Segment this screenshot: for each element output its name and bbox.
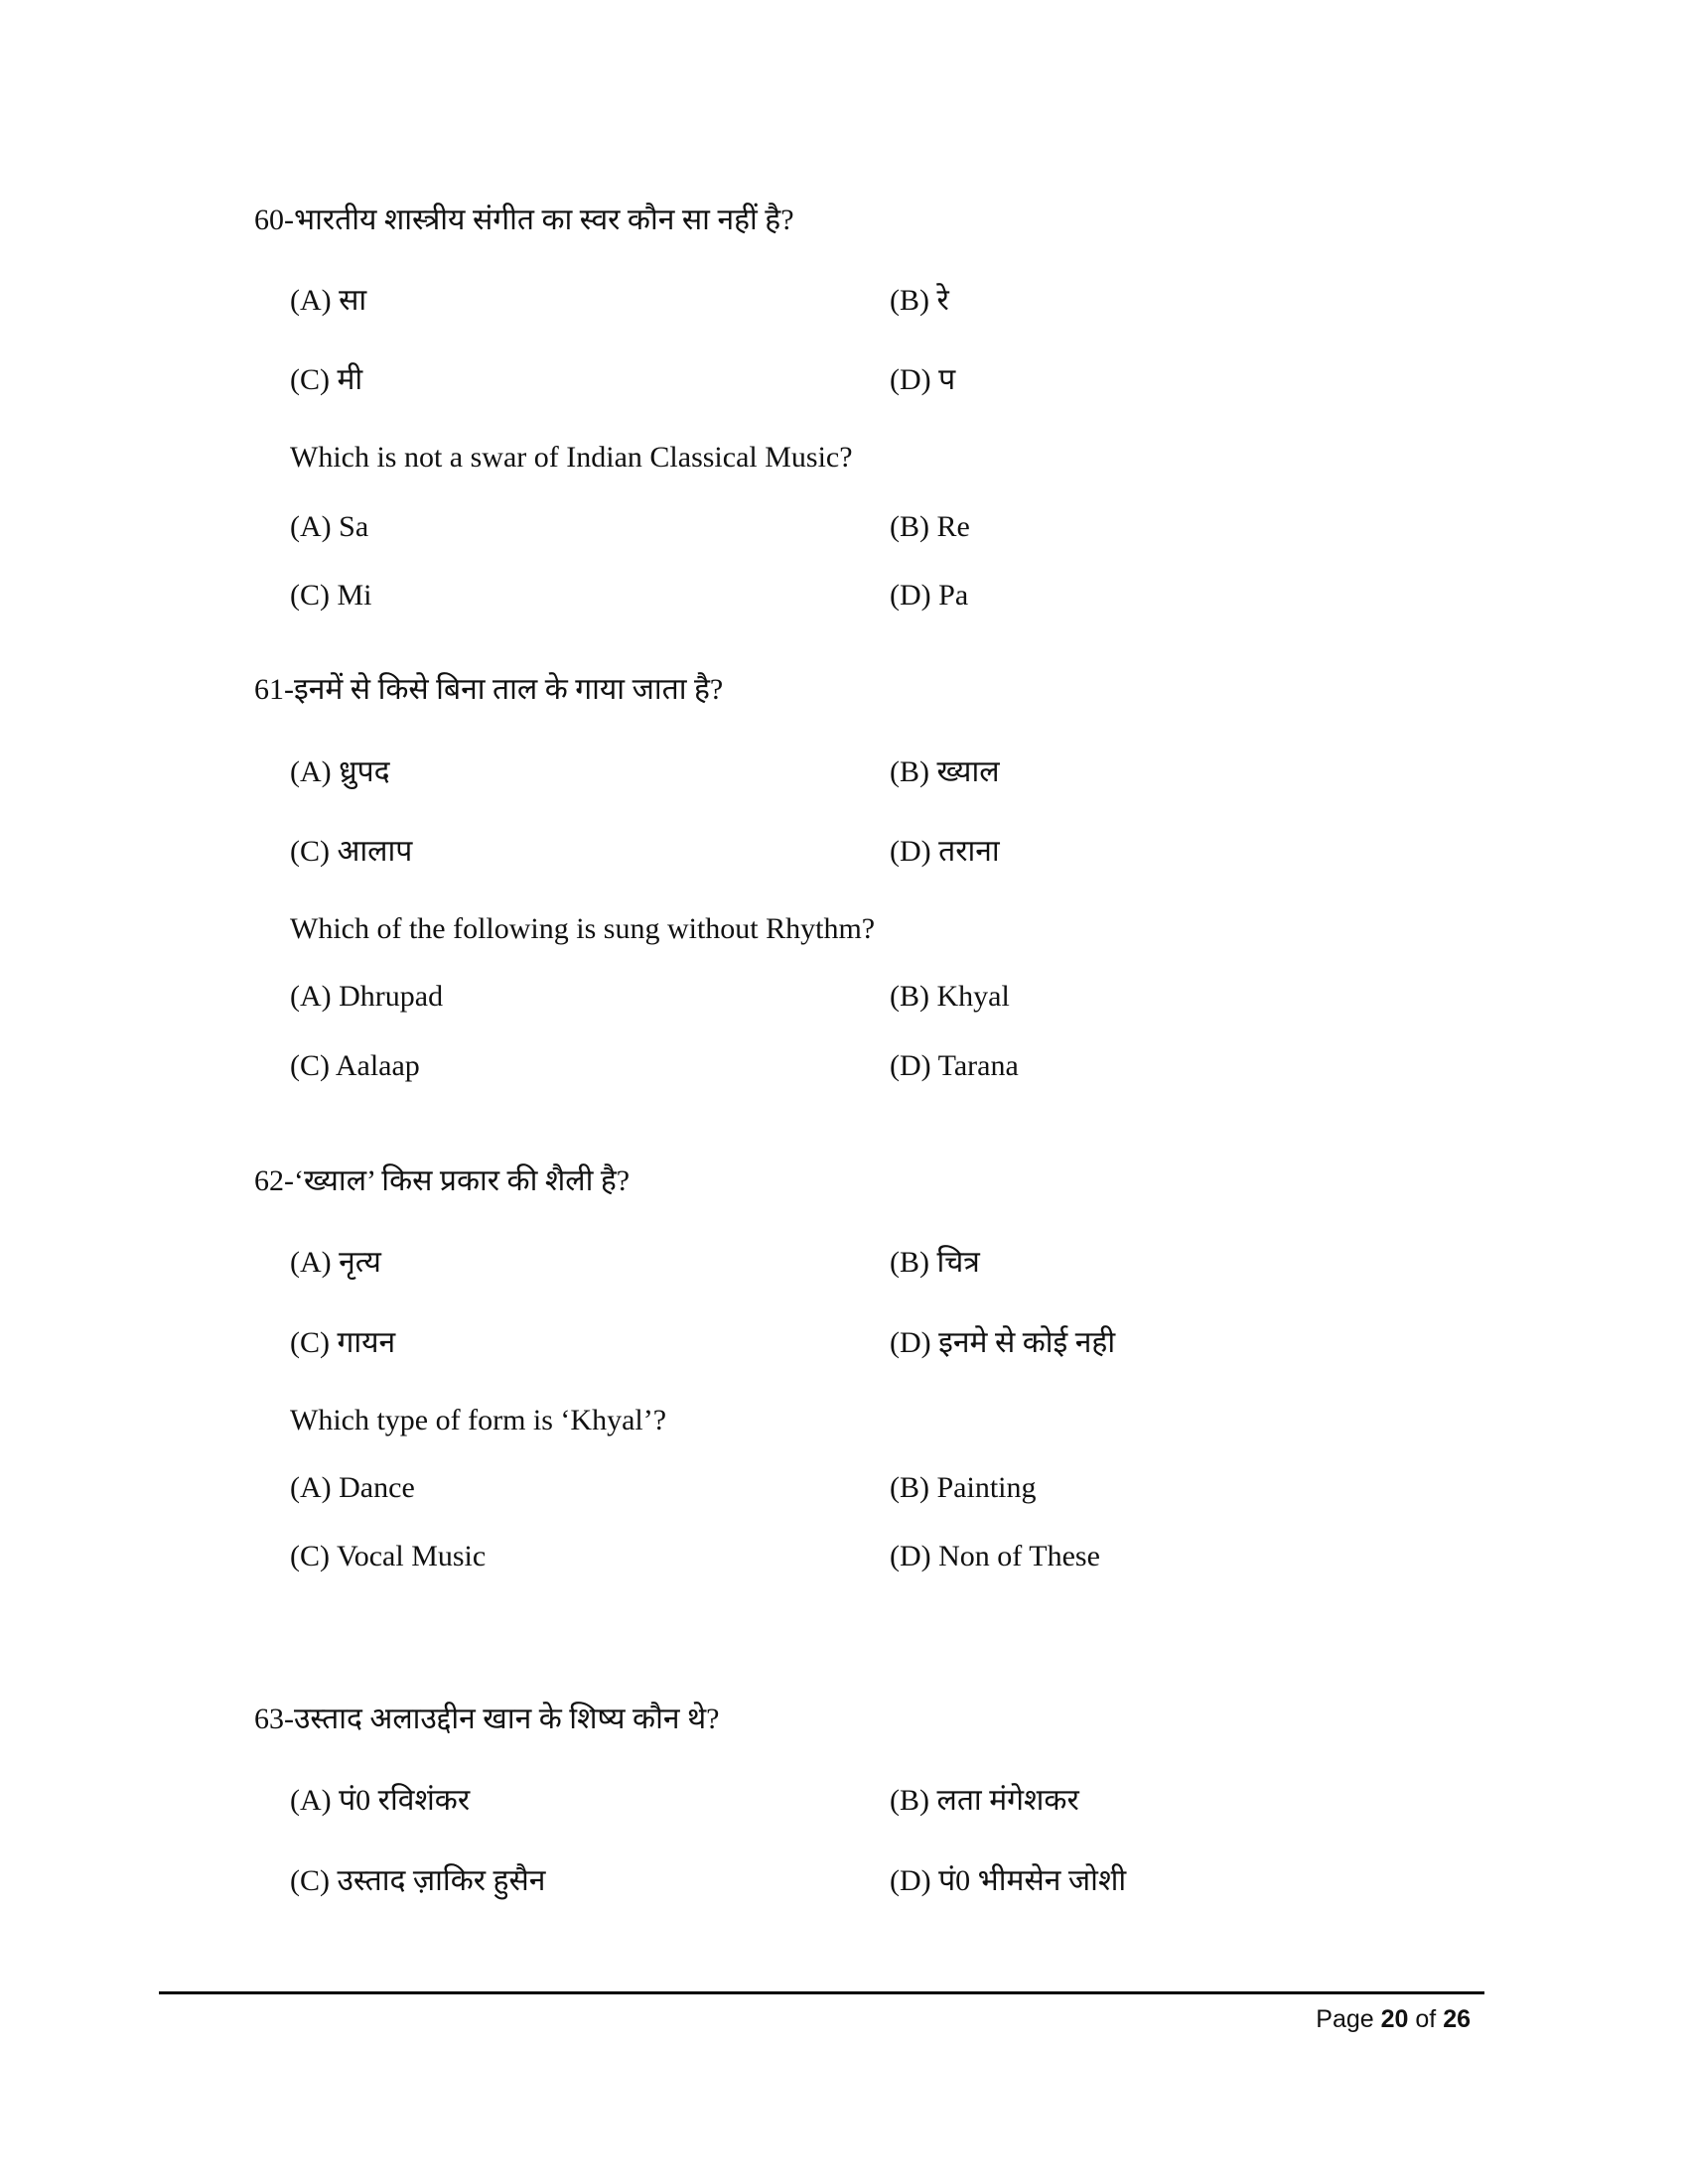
option-d: (D) Pa [890,579,969,612]
option-b: (B) लता मंगेशकर [890,1784,1079,1817]
option-d: (D) Tarana [890,1049,1019,1082]
option-a: (A) नृत्य [290,1246,381,1279]
page-prefix: Page [1316,2005,1381,2033]
option-b: (B) रे [890,284,949,317]
question-60-english: Which is not a swar of Indian Classical Music? [290,441,853,474]
option-c: (C) Aalaap [290,1049,420,1082]
question-62-hindi: 62-‘ख्याल’ किस प्रकार की शैली है? [254,1164,631,1197]
option-d: (D) Non of These [890,1540,1100,1572]
option-d: (D) प [890,363,956,396]
option-c: (C) आलाप [290,835,413,868]
option-a: (A) पं0 रविशंकर [290,1784,471,1817]
question-62-english: Which type of form is ‘Khyal’? [290,1404,667,1436]
option-a: (A) Dhrupad [290,980,444,1013]
option-b: (B) Re [890,510,970,543]
option-b: (B) चित्र [890,1246,980,1279]
question-61-english: Which of the following is sung without Rhythm? [290,912,876,945]
option-c: (C) गायन [290,1326,396,1359]
option-a: (A) सा [290,284,367,317]
question-61-hindi: 61-इनमें से किसे बिना ताल के गाया जाता है? [254,673,724,706]
footer-divider [159,1991,1484,1994]
page-number [1316,2003,1471,2035]
page-total: 26 [1443,2005,1471,2033]
option-b: (B) ख्याल [890,755,1000,788]
page-current: 20 [1380,2005,1409,2033]
option-b: (B) Khyal [890,980,1010,1013]
option-a: (A) ध्रुपद [290,755,390,788]
option-c: (C) Vocal Music [290,1540,487,1572]
question-60-hindi: 60-भारतीय शास्त्रीय संगीत का स्वर कौन सा नहीं है? [254,204,794,236]
option-b: (B) Painting [890,1471,1037,1504]
option-d: (D) तराना [890,835,1000,868]
option-c: (C) Mi [290,579,372,612]
option-d: (D) इनमे से कोई नही [890,1326,1116,1359]
option-a: (A) Sa [290,510,369,543]
option-c: (C) उस्ताद ज़ाकिर हुसैन [290,1864,546,1897]
option-c: (C) मी [290,363,363,396]
option-a: (A) Dance [290,1471,415,1504]
page-of: of [1408,2005,1444,2033]
option-d: (D) पं0 भीमसेन जोशी [890,1864,1127,1897]
question-63-hindi: 63-उस्ताद अलाउद्दीन खान के शिष्य कौन थे? [254,1703,720,1735]
